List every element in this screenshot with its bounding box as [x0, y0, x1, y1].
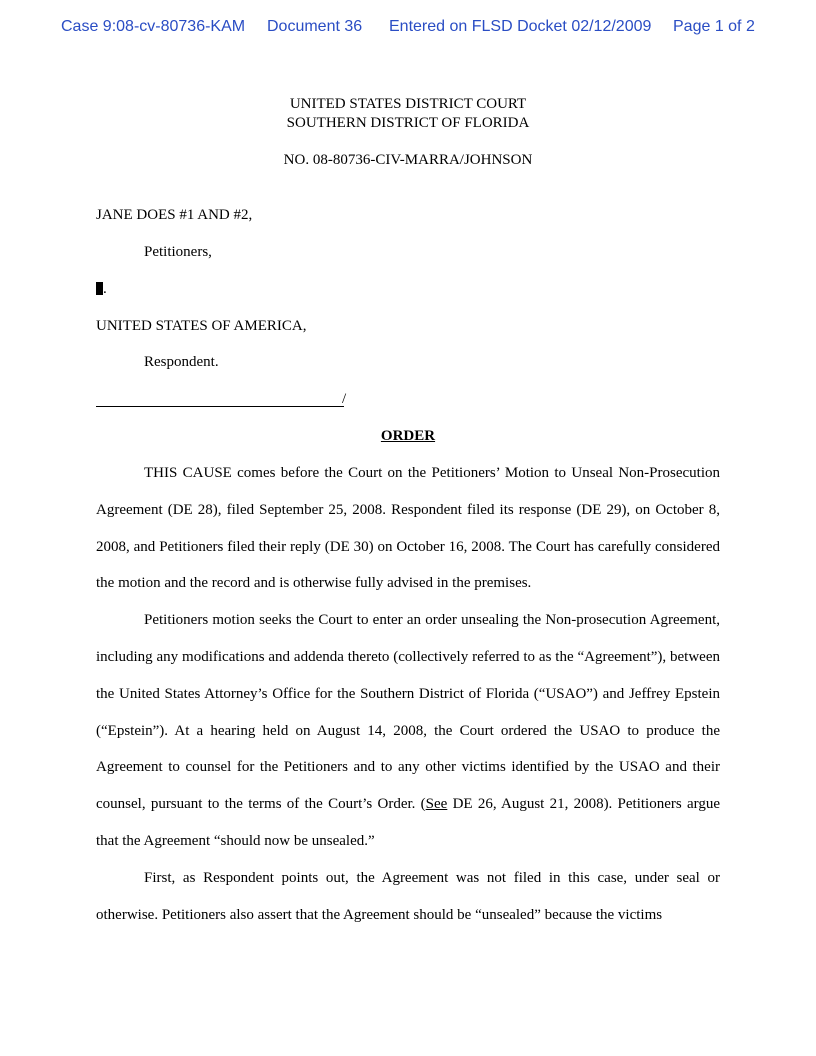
respondent-name: UNITED STATES OF AMERICA, [96, 318, 307, 334]
respondent-role: Respondent. [144, 354, 219, 370]
court-name-line2: SOUTHERN DISTRICT OF FLORIDA [286, 115, 530, 131]
see-citation: See [425, 796, 448, 813]
order-title: ORDER [380, 428, 436, 444]
paragraph-2-part-a: Petitioners motion seeks the Court to enter an order unsealing the Non-prosecution Agreement, including any modifications and addenda thereto (collectively referred to as the “Agreement”), between the United States Attorney’s Office for the Southern District of Florida (“USAO”) and Jeffrey Epstein (“Epstein”). At a hearing held on August 14, 2008, the Court ordered the USAO to produce the Agreement to counsel for the Petitioners and to any other victims identified by the USAO and their counsel, pursuant to the terms of the Court’s Order. ( [96, 612, 720, 813]
header-document-number: Document 36 [267, 18, 363, 35]
header-entered-date: Entered on FLSD Docket 02/12/2009 [389, 18, 652, 35]
petitioners-role: Petitioners, [144, 244, 212, 260]
petitioners-name: JANE DOES #1 AND #2, [96, 207, 253, 223]
caption-slash: / [342, 391, 347, 407]
paragraph-3: First, as Respondent points out, the Agreement was not filed in this case, under seal or otherwise. Petitioners also assert that the Agreement should be “unsealed” because the victims [96, 869, 720, 923]
paragraph-2-part-b: DE 26, August 21, 2008). Petitioners argue that the Agreement “should now be unsealed.” [96, 796, 721, 849]
versus-line [96, 281, 107, 298]
caption-rule [96, 406, 344, 407]
order-body [96, 455, 720, 933]
case-number: NO. 08-80736-CIV-MARRA/JOHNSON [283, 152, 533, 168]
court-name-line1: UNITED STATES DISTRICT COURT [289, 96, 527, 112]
paragraph-2 [96, 602, 720, 860]
redaction-box [96, 282, 103, 295]
paragraph-1: THIS CAUSE comes before the Court on the Petitioners’ Motion to Unseal Non-Prosecution Agreement (DE 28), filed September 25, 2008. Respondent filed its response (DE 29), on October 8, 2008, and Petitioners filed their reply (DE 30) on October 16, 2008. The Court has carefully considered the motion and the record and is otherwise fully advised in the premises. [96, 465, 720, 592]
versus-suffix: . [103, 281, 107, 297]
header-case-number: Case 9:08-cv-80736-KAM [61, 18, 246, 35]
header-page-count: Page 1 of 2 [673, 18, 755, 35]
